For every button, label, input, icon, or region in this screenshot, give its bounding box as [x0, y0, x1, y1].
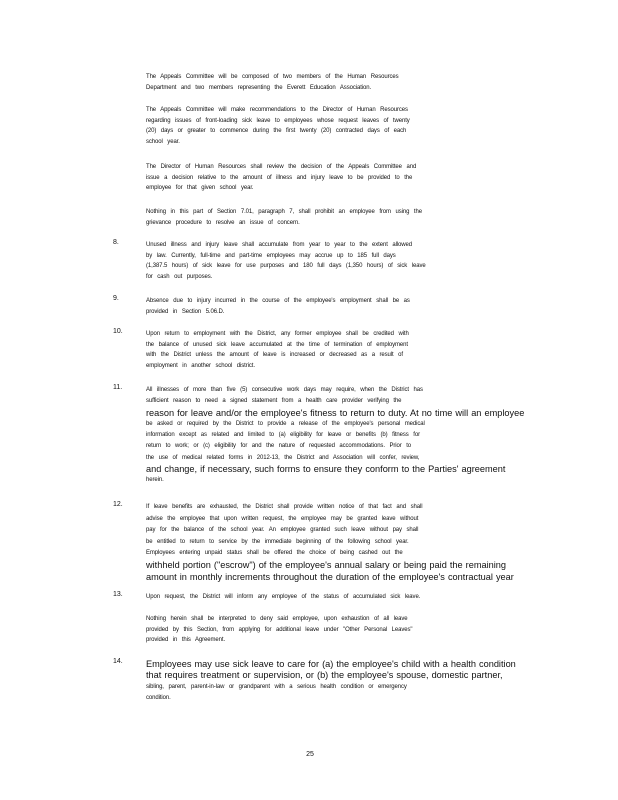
paragraph-line: All illnesses of more than five (5) consecutive work days may require, when the District has [146, 387, 423, 393]
paragraph-line: with the District unless the amount of leave is increased or decreased as a result of [146, 352, 403, 358]
paragraph-line: school year. [146, 138, 180, 145]
paragraph-p14 [146, 659, 536, 704]
paragraph-p13 [146, 592, 536, 603]
paragraph-line: the use of medical related forms in 2012-13, the District and Association will confer, review, [146, 454, 420, 461]
paragraph-line: Employees entering unpaid status shall be offered the choice of being cashed out the [146, 550, 403, 557]
paragraph-line: information except as related and limited to (a) eligibility for leave or benefits (b) fitness for [146, 432, 420, 439]
paragraph-line: that requires treatment or supervision, or (b) the employee's spouse, domestic partner, [146, 670, 503, 681]
paragraph-line: Nothing herein shall be interpreted to deny said employee, upon exhaustion of all leave [146, 616, 408, 622]
paragraph-line: Upon return to employment with the District, any former employee shall be credited with [146, 331, 409, 337]
paragraph-line: the balance of unused sick leave accumulated at the time of termination of employment [146, 341, 408, 348]
paragraph-p3 [146, 162, 536, 194]
paragraph-p9 [146, 296, 536, 317]
paragraph-line: provided in Section 5.06.D. [146, 308, 225, 315]
paragraph-line: (20) days or greater to commence during the first twenty (20) contracted days of each [146, 128, 407, 134]
paragraph-line: employment in another school district. [146, 362, 255, 369]
paragraph-line: return to work; or (c) eligibility for and the nature of requested accommodations. Prior to [146, 443, 412, 450]
paragraph-p13b [146, 614, 536, 646]
paragraph-p12 [146, 502, 536, 583]
paragraph-number: 11. [113, 384, 123, 391]
paragraph-line: The Appeals Committee will be composed of two members of the Human Resources [146, 74, 399, 80]
paragraph-line: sibling, parent, parent-in-law or grandparent with a serious health condition or emergency [146, 683, 407, 690]
paragraph-p1 [146, 72, 536, 93]
paragraph-line: The Appeals Committee will make recommendations to the Director of Human Resources [146, 107, 408, 113]
paragraph-line: by law. Currently, full-time and part-time employees may accrue up to 185 full days [146, 252, 396, 259]
page-number: 25 [306, 751, 314, 758]
paragraph-p2 [146, 105, 536, 147]
paragraph-line: Nothing in this part of Section 7.01, paragraph 7, shall prohibit an employee from using the [146, 209, 422, 215]
paragraph-line: condition. [146, 694, 171, 701]
paragraph-p11 [146, 385, 536, 487]
paragraph-p10 [146, 329, 536, 371]
paragraph-line: withheld portion ("escrow") of the employee's annual salary or being paid the remaining [146, 559, 507, 570]
paragraph-line: pay for the balance of the school year. An employee granted such leave without pay shall [146, 527, 419, 534]
paragraph-line: If leave benefits are exhausted, the District shall provide written notice of that fact and shall [146, 504, 423, 510]
paragraph-number: 10. [113, 328, 123, 335]
paragraph-line: amount in monthly increments throughout the duration of the employee's contractual year [146, 571, 514, 582]
paragraph-line: The Director of Human Resources shall review the decision of the Appeals Committee and [146, 164, 417, 170]
paragraph-number: 13. [113, 591, 123, 598]
paragraph-line: issue a decision relative to the amount of illness and injury leave to be provided to the [146, 174, 413, 181]
paragraph-line: for cash out purposes. [146, 273, 213, 280]
paragraph-line: sufficient reason to need a signed statement from a health care provider verifying the [146, 398, 402, 405]
paragraph-line: Upon request, the District will inform any employee of the status of accumulated sick leave. [146, 594, 421, 600]
paragraph-line: be asked or required by the District to provide a release of the employee's personal medical [146, 420, 425, 427]
paragraph-line: Employees may use sick leave to care for (a) the employee's child with a health condition [146, 659, 516, 669]
paragraph-number: 8. [113, 239, 119, 246]
paragraph-line: (1,387.5 hours) of sick leave for use purposes and 180 full days (1,350 hours) of sick leave [146, 263, 426, 269]
paragraph-line: Absence due to injury incurred in the course of the employee's employment shall be as [146, 298, 410, 304]
paragraph-number: 14. [113, 658, 123, 665]
paragraph-number: 9. [113, 295, 119, 302]
paragraph-line: advise the employee that upon written request, the employee may be granted leave without [146, 515, 419, 522]
paragraph-line: provided in this Agreement. [146, 637, 226, 643]
paragraph-number: 12. [113, 501, 123, 508]
paragraph-line: provided by this Section, from applying for additional leave under "Other Personal Leaves" [146, 626, 413, 633]
paragraph-line: be entitled to return to service by the immediate beginning of the following school year. [146, 538, 409, 545]
paragraph-p4 [146, 207, 536, 228]
paragraph-line: employee for that given school year. [146, 185, 254, 191]
paragraph-line: grievance procedure to resolve an issue of concern. [146, 219, 300, 226]
paragraph-line: Unused illness and injury leave shall accumulate from year to year to the extent allowed [146, 242, 412, 248]
paragraph-line: herein. [146, 477, 164, 484]
paragraph-line: and change, if necessary, such forms to ensure they conform to the Parties' agreement [146, 464, 506, 475]
paragraph-line: Department and two members representing the Everett Education Association. [146, 84, 372, 91]
paragraph-line: regarding issues of front-loading sick leave to employees whose request leaves of twenty [146, 117, 410, 124]
paragraph-line: reason for leave and/or the employee's fitness to return to duty. At no time will an employee [146, 407, 525, 418]
paragraph-p8 [146, 240, 536, 282]
